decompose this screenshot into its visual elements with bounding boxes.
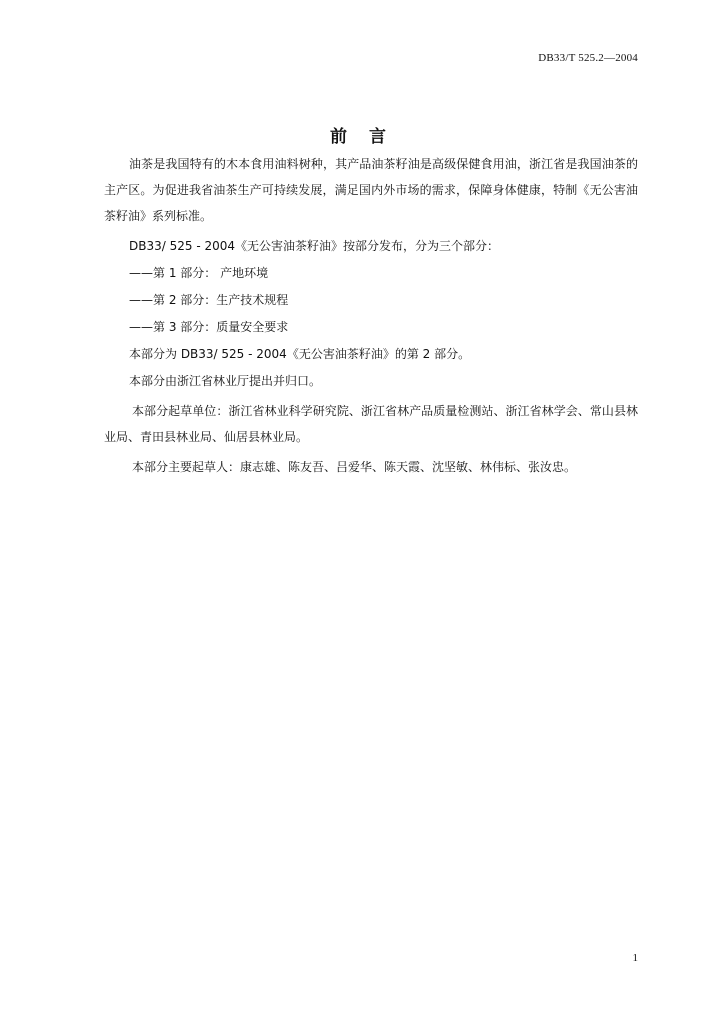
page-header-standard-code: DB33/T 525.2—2004 [538,52,638,64]
paragraph-intro: 油茶是我国特有的木本食用油料树种，其产品油茶籽油是高级保健食用油，浙江省是我国油茶的主产区。为促进我省油茶生产可持续发展，满足国内外市场的需求，保障身体健康，特制《无公害油茶籽油》系列标准。 [104,157,638,223]
paragraph-proposer: 本部分由浙江省林业厅提出并归口。 [129,374,322,388]
document-body [104,151,638,484]
paragraph-drafting-units: 本部分起草单位：浙江省林业科学研究院、浙江省林产品质量检测站、浙江省林学会、常山县林业局、青田县林业局、仙居县林业局。 [104,404,638,444]
list-item-part-2: ——第 2 部分：生产技术规程 [129,293,289,307]
paragraph-parts-overview: DB33/ 525 - 2004《无公害油茶籽油》按部分发布，分为三个部分： [129,239,500,253]
paragraph-drafters: 本部分主要起草人：康志雄、陈友吾、吕爱华、陈天霞、沈坚敏、林伟标、张汝忠。 [132,460,577,474]
page-number: 1 [632,952,638,964]
paragraph-this-part: 本部分为 DB33/ 525 - 2004《无公害油茶籽油》的第 2 部分。 [129,347,471,361]
list-item-part-1: ——第 1 部分： 产地环境 [129,266,269,280]
page-title: 前 言 [330,127,394,147]
list-item-part-3: ——第 3 部分：质量安全要求 [129,320,289,334]
